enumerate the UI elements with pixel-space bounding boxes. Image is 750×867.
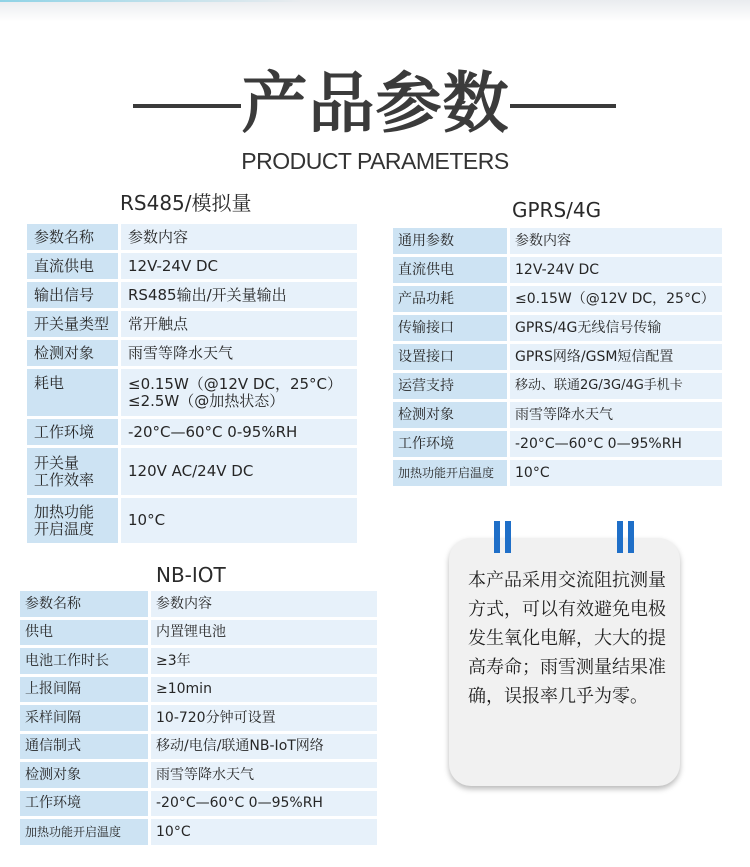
spec-key: 参数名称 [20,591,151,620]
table-row [20,819,380,848]
spec-value: 参数内容 [121,224,360,253]
table-row [393,315,725,344]
table-row [393,344,725,373]
table-row [27,498,360,546]
spec-key: 加热功能开启温度 [20,819,151,848]
spec-key: 供电 [20,620,151,649]
nbiot-spec-table [20,591,380,848]
spec-key: 直流供电 [393,257,510,286]
spec-value: 常开触点 [121,311,360,340]
spec-key: 上报间隔 [20,677,151,706]
spec-value: 10-720分钟可设置 [151,705,380,734]
spec-key: 加热功能开启温度 [393,460,510,489]
spec-key [27,498,121,546]
spec-key: 开关量类型 [27,311,121,340]
title-rule-right [510,104,616,108]
spec-value: 内置锂电池 [151,620,380,649]
spec-value: 移动、联通2G/3G/4G手机卡 [510,373,725,402]
table-row [20,648,380,677]
spec-key-line: 加热功能 [34,502,95,521]
table-row [27,419,360,448]
spec-value: -20°C—60°C 0-95%RH [121,419,360,448]
spec-key: 检测对象 [20,762,151,791]
table-row [27,311,360,340]
note-text: 本产品采用交流阻抗测量方式，可以有效避免电极发生氧化电解，大大的提高寿命；雨雪测量结果准确，误报率几乎为零。 [468,570,666,707]
spec-value: 雨雪等降水天气 [151,762,380,791]
spec-value: ≤0.15W（@12V DC，25°C） [510,286,725,315]
gprs-spec-table [393,228,725,489]
gprs-table-title: GPRS/4G [512,198,602,222]
spec-value: 10°C [151,819,380,848]
table-row [27,369,360,419]
spec-value: 雨雪等降水天气 [510,402,725,431]
table-row [20,734,380,763]
spec-value: -20°C—60°C 0—95%RH [151,791,380,820]
nbiot-table-title: NB-IOT [156,563,226,587]
table-row [20,705,380,734]
spec-key: 耗电 [27,369,121,419]
spec-key: 直流供电 [27,253,121,282]
rs485-spec-table [27,224,360,546]
spec-value: 10°C [121,498,360,546]
binder-clip-icon [617,521,635,553]
spec-key: 输出信号 [27,282,121,311]
spec-key: 电池工作时长 [20,648,151,677]
table-row [27,282,360,311]
spec-key: 工作环境 [20,791,151,820]
spec-value: ≥3年 [151,648,380,677]
top-accent-line [0,0,300,2]
note-card [449,538,680,786]
table-row [393,373,725,402]
table-row [20,677,380,706]
spec-value: 10°C [510,460,725,489]
table-row [393,402,725,431]
rs485-table-title: RS485/模拟量 [120,191,252,215]
spec-value: RS485输出/开关量输出 [121,282,360,311]
table-row [393,257,725,286]
spec-key [27,448,121,498]
spec-key-line: 开关量 [34,453,80,472]
spec-value: GPRS/4G无线信号传输 [510,315,725,344]
spec-key: 工作环境 [393,431,510,460]
spec-value: 参数内容 [510,228,725,257]
spec-value: -20°C—60°C 0—95%RH [510,431,725,460]
spec-value: 移动/电信/联通NB-IoT网络 [151,734,380,763]
spec-value-line: ≤2.5W（@加热状态） [128,391,285,410]
table-row [20,762,380,791]
table-row [393,460,725,489]
title-rule-left [133,104,241,108]
spec-value: 雨雪等降水天气 [121,340,360,369]
table-row [27,224,360,253]
spec-value: GPRS网络/GSM短信配置 [510,344,725,373]
table-row [27,448,360,498]
spec-key: 传输接口 [393,315,510,344]
spec-value: 12V-24V DC [510,257,725,286]
spec-value: 参数内容 [151,591,380,620]
spec-key-line: 开启温度 [34,519,95,538]
table-row [27,253,360,282]
spec-value-line: ≤0.15W（@12V DC，25°C） [128,374,342,393]
table-row [20,591,380,620]
spec-key: 运营支持 [393,373,510,402]
table-row [20,791,380,820]
binder-clip-icon [494,521,512,553]
page-title: 产品参数 [241,65,510,142]
table-row [20,620,380,649]
spec-key: 通用参数 [393,228,510,257]
table-row [393,286,725,315]
spec-value: 120V AC/24V DC [121,448,360,498]
page-header [0,62,750,146]
table-row [27,340,360,369]
top-shadow-band [0,0,750,22]
spec-key: 工作环境 [27,419,121,448]
spec-key: 设置接口 [393,344,510,373]
spec-value: 12V-24V DC [121,253,360,282]
spec-key: 检测对象 [393,402,510,431]
spec-value [121,369,360,419]
page-subtitle: PRODUCT PARAMETERS [241,148,509,174]
table-row [393,431,725,460]
spec-key: 检测对象 [27,340,121,369]
spec-key-line: 工作效率 [34,470,95,489]
spec-value: ≥10min [151,677,380,706]
spec-key: 参数名称 [27,224,121,253]
spec-key: 通信制式 [20,734,151,763]
spec-key: 产品功耗 [393,286,510,315]
table-row [393,228,725,257]
spec-key: 采样间隔 [20,705,151,734]
